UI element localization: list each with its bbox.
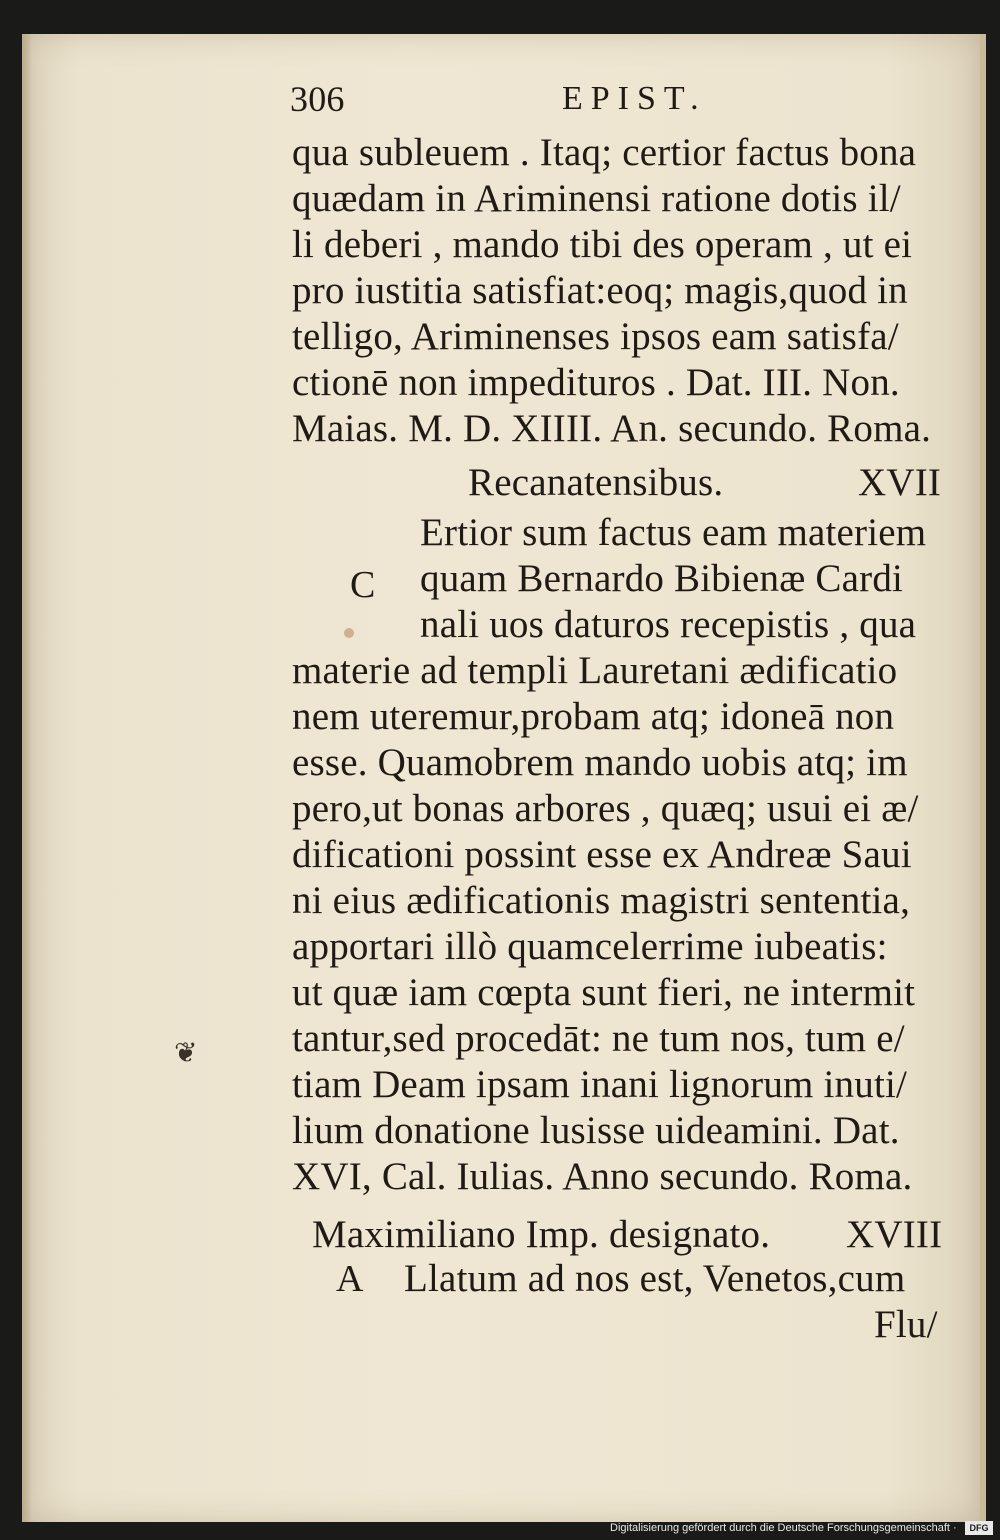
text-line: li deberi , mando tibi des operam , ut ei — [292, 223, 913, 266]
marginal-mark: ❦ — [174, 1038, 198, 1069]
text-line: materie ad templi Lauretani ædificatio — [292, 649, 898, 692]
text-line: ni eius ædificationis magistri sententia, — [292, 879, 911, 922]
text-line: nali uos daturos recepistis , qua — [420, 603, 917, 646]
drop-initial: C — [350, 564, 376, 606]
text-line: XVI, Cal. Iulias. Anno secundo. Roma. — [292, 1155, 913, 1198]
drop-initial: A — [336, 1258, 364, 1300]
text-line: Maias. M. D. XIIII. An. secundo. Roma. — [292, 407, 932, 450]
text-line: ut quæ iam cœpta sunt fieri, ne intermit — [292, 971, 916, 1014]
running-title: EPIST. — [562, 80, 707, 117]
text-line: quam Bernardo Bibienæ Cardi — [420, 557, 904, 600]
page-number: 306 — [290, 79, 345, 119]
text-line: pero,ut bonas arbores , quæq; usui ei æ/ — [292, 787, 919, 830]
dfg-logo: DFG — [965, 1521, 993, 1535]
letter-number: XVIII — [846, 1213, 943, 1256]
text-line: tiam Deam ipsam inani lignorum inuti/ — [292, 1063, 908, 1106]
text-line: quædam in Ariminensi ratione dotis il/ — [292, 177, 901, 220]
text-line: esse. Quamobrem mando uobis atq; im — [292, 741, 908, 784]
letter-number: XVII — [858, 461, 942, 504]
digitization-credit: Digitalisierung gefördert durch die Deutsche Forschungsgemeinschaft · — [610, 1522, 957, 1534]
text-line: Ertior sum factus eam materiem — [420, 511, 927, 554]
text-line: nem uteremur,probam atq; idoneā non — [292, 695, 895, 738]
letter-heading: Maximiliano Imp. designato. — [312, 1213, 771, 1256]
text-line: dificationi possint esse ex Andreæ Saui — [292, 833, 912, 876]
text-line: Flu/ — [874, 1303, 938, 1346]
ink-smudge — [344, 628, 354, 638]
text-line: telligo, Ariminenses ipsos eam satisfa/ — [292, 315, 899, 358]
text-line: qua subleuem . Itaq; certior factus bona — [292, 131, 917, 174]
text-line: Llatum ad nos est, Venetos,cum — [404, 1257, 906, 1300]
text-line: lium donatione lusisse uideamini. Dat. — [292, 1109, 900, 1152]
text-line: pro iustitia satisfiat:eoq; magis,quod in — [292, 269, 908, 312]
text-line: apportari illò quamcelerrime iubeatis: — [292, 925, 888, 968]
text-line: tantur,sed procedāt: ne tum nos, tum e/ — [292, 1017, 905, 1060]
text-line: ctionē non impedituros . Dat. III. Non. — [292, 361, 900, 404]
letter-heading: Recanatensibus. — [468, 461, 724, 504]
